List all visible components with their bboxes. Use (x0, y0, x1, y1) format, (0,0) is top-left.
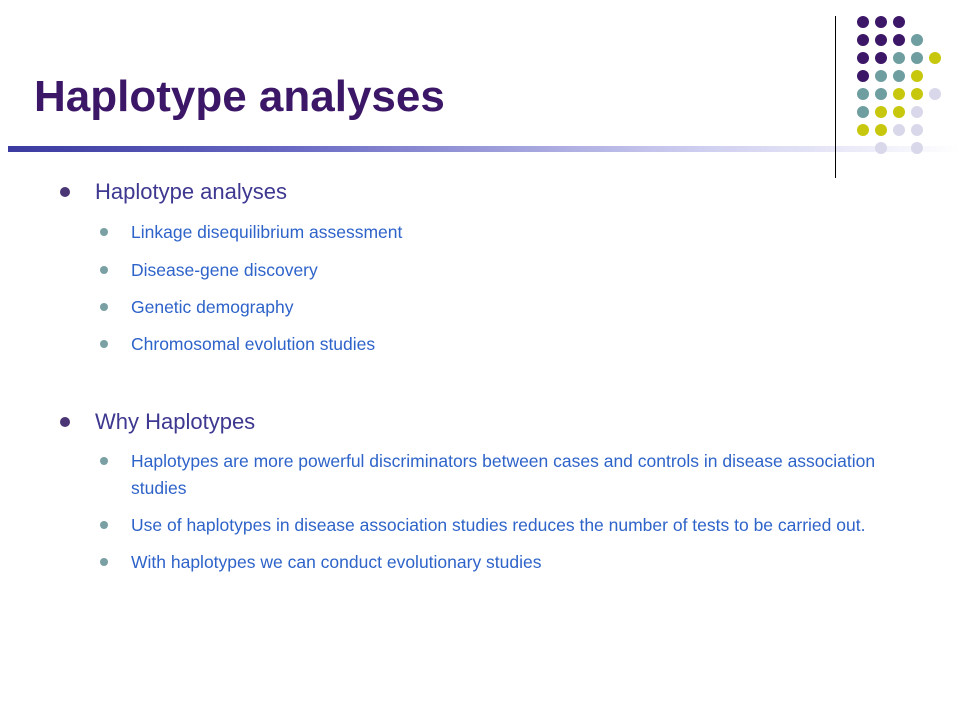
decor-dot (875, 16, 887, 28)
decor-dot (857, 16, 869, 28)
bullet-item: Haplotypes are more powerful discriminators between cases and controls in disease association studies (131, 448, 920, 502)
decor-dot (929, 52, 941, 64)
decor-dot (875, 88, 887, 100)
bullet-item: Use of haplotypes in disease association studies reduces the number of tests to be carried out. (131, 512, 920, 539)
decor-dot (893, 88, 905, 100)
decor-dot (911, 142, 923, 154)
decor-dot (857, 106, 869, 118)
decor-dot (857, 70, 869, 82)
decor-dot (875, 106, 887, 118)
decor-dot (875, 142, 887, 154)
decor-dot (911, 106, 923, 118)
bullet-item: Chromosomal evolution studies (131, 331, 920, 358)
decor-dot (893, 70, 905, 82)
decor-dot (857, 52, 869, 64)
bullet-item: Linkage disequilibrium assessment (131, 219, 920, 246)
decor-dot (911, 34, 923, 46)
slide-content (60, 178, 920, 576)
decor-dot (857, 124, 869, 136)
decor-dot (875, 124, 887, 136)
decor-dot (911, 70, 923, 82)
decor-dot (929, 88, 941, 100)
decor-dot-grid (0, 0, 960, 200)
decor-dot (875, 52, 887, 64)
decor-dot (857, 34, 869, 46)
decor-dot (893, 52, 905, 64)
bullet-item: Disease-gene discovery (131, 257, 920, 284)
bullet-heading: Haplotype analyses (60, 178, 920, 206)
decor-dot (857, 88, 869, 100)
decor-dot (893, 124, 905, 136)
bullet-item: Genetic demography (131, 294, 920, 321)
decor-dot (875, 34, 887, 46)
decor-dot (893, 106, 905, 118)
bullet-item: With haplotypes we can conduct evolutionary studies (131, 549, 920, 576)
decor-dot (875, 70, 887, 82)
decor-dot (911, 124, 923, 136)
decor-dot (893, 16, 905, 28)
decor-dot (911, 88, 923, 100)
decor-dot (893, 34, 905, 46)
bullet-heading: Why Haplotypes (60, 408, 920, 436)
decor-dot (911, 52, 923, 64)
slide-title: Haplotype analyses (34, 72, 445, 121)
